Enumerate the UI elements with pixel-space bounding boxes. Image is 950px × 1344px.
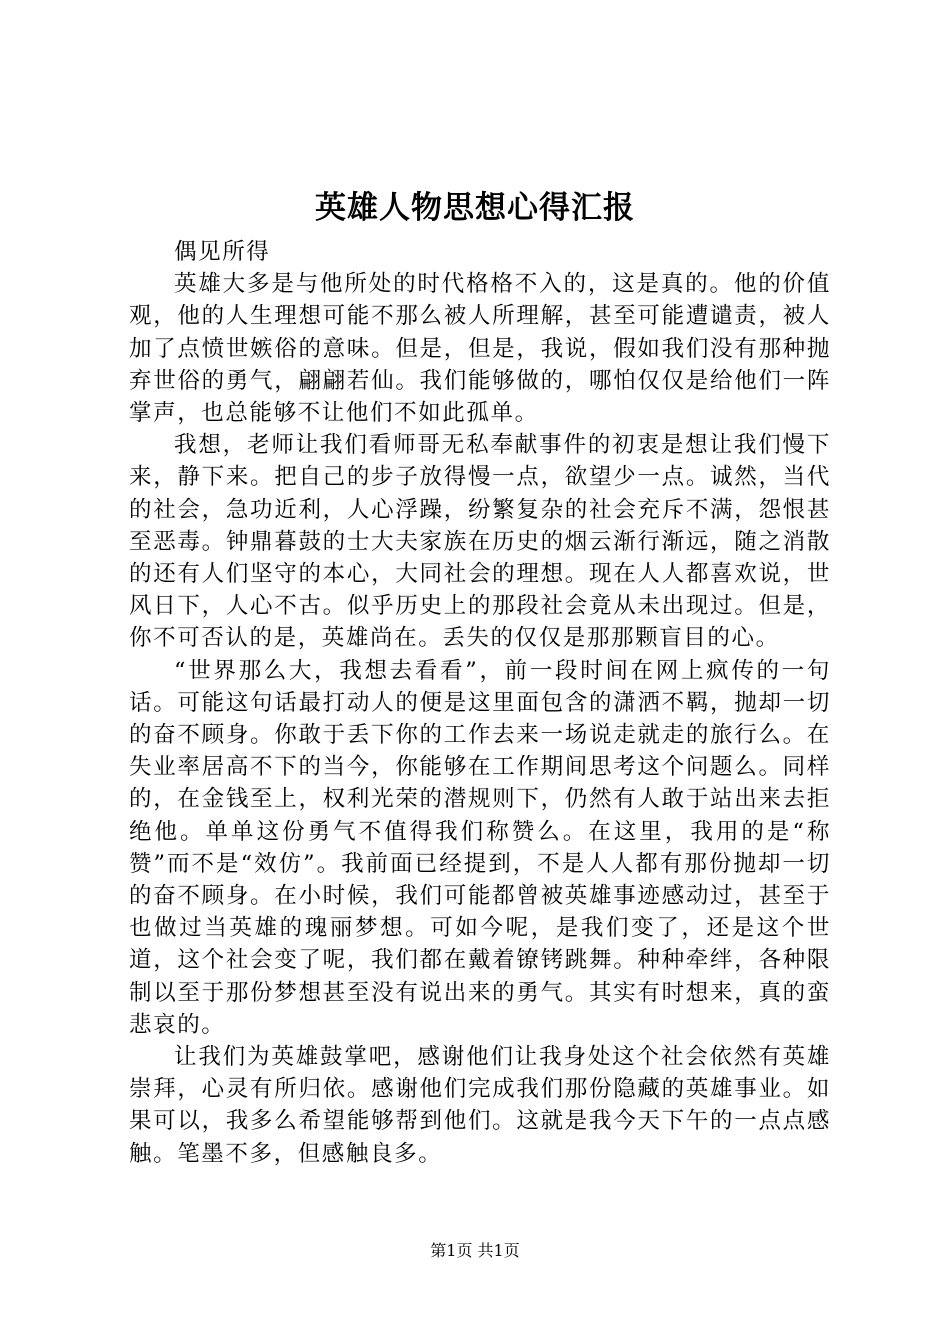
paragraph-1: 英雄大多是与他所处的时代格格不入的，这是真的。他的价值观，他的人生理想可能不那么被人所理解，甚至可能遭谴责，被人加了点愤世嫉俗的意味。但是，但是，我说，假如我们没有那种抛弃世俗的勇气，翩翩若仙。我们能够做的，哪怕仅仅是给他们一阵掌声，也总能够不让他们不如此孤单。 bbox=[129, 271, 831, 427]
paragraph-2: 我想，老师让我们看师哥无私奉献事件的初衷是想让我们慢下来，静下来。把自己的步子放得慢一点，欲望少一点。诚然，当代的社会，急功近利，人心浮躁，纷繁复杂的社会充斥不满，怨恨甚至恶毒。钟鼎暮鼓的士大夫家族在历史的烟云渐行渐远，随之消散的还有人们坚守的本心，大同社会的理想。现在人人都喜欢说，世风日下，人心不古。似乎历史上的那段社会竟从未出现过。但是，你不可否认的是，英雄尚在。丢失的仅仅是那那颗盲目的心。 bbox=[129, 432, 831, 652]
page-footer: 第1页 共1页 bbox=[430, 1241, 520, 1260]
document-title: 英雄人物思想心得汇报 bbox=[315, 190, 635, 226]
document-body bbox=[129, 236, 831, 1170]
paragraph-4: 让我们为英雄鼓掌吧，感谢他们让我身处这个社会依然有英雄崇拜，心灵有所归依。感谢他们完成我们那份隐藏的英雄事业。如果可以，我多么希望能够帮到他们。这就是我今天下午的一点点感触。笔墨不多，但感触良多。 bbox=[129, 1044, 831, 1167]
subtitle: 偶见所得 bbox=[174, 239, 271, 265]
paragraph-3: “世界那么大，我想去看看”，前一段时间在网上疯传的一句话。可能这句话最打动人的便是这里面包含的潇洒不羁，抛却一切的奋不顾身。你敢于丢下你的工作去来一场说走就走的旅行么。在失业率居高不下的当今，你能够在工作期间思考这个问题么。同样的，在金钱至上，权利光荣的潜规则下，仍然有人敢于站出来去拒绝他。单单这份勇气不值得我们称赞么。在这里，我用的是“称赞”而不是“效仿”。我前面已经提到，不是人人都有那份抛却一切的奋不顾身。在小时候，我们可能都曾被英雄事迹感动过，甚至于也做过当英雄的瑰丽梦想。可如今呢，是我们变了，还是这个世道，这个社会变了呢，我们都在戴着镣铐跳舞。种种牵绊，各种限制以至于那份梦想甚至没有说出来的勇气。其实有时想来，真的蛮悲哀的。 bbox=[129, 657, 831, 1038]
